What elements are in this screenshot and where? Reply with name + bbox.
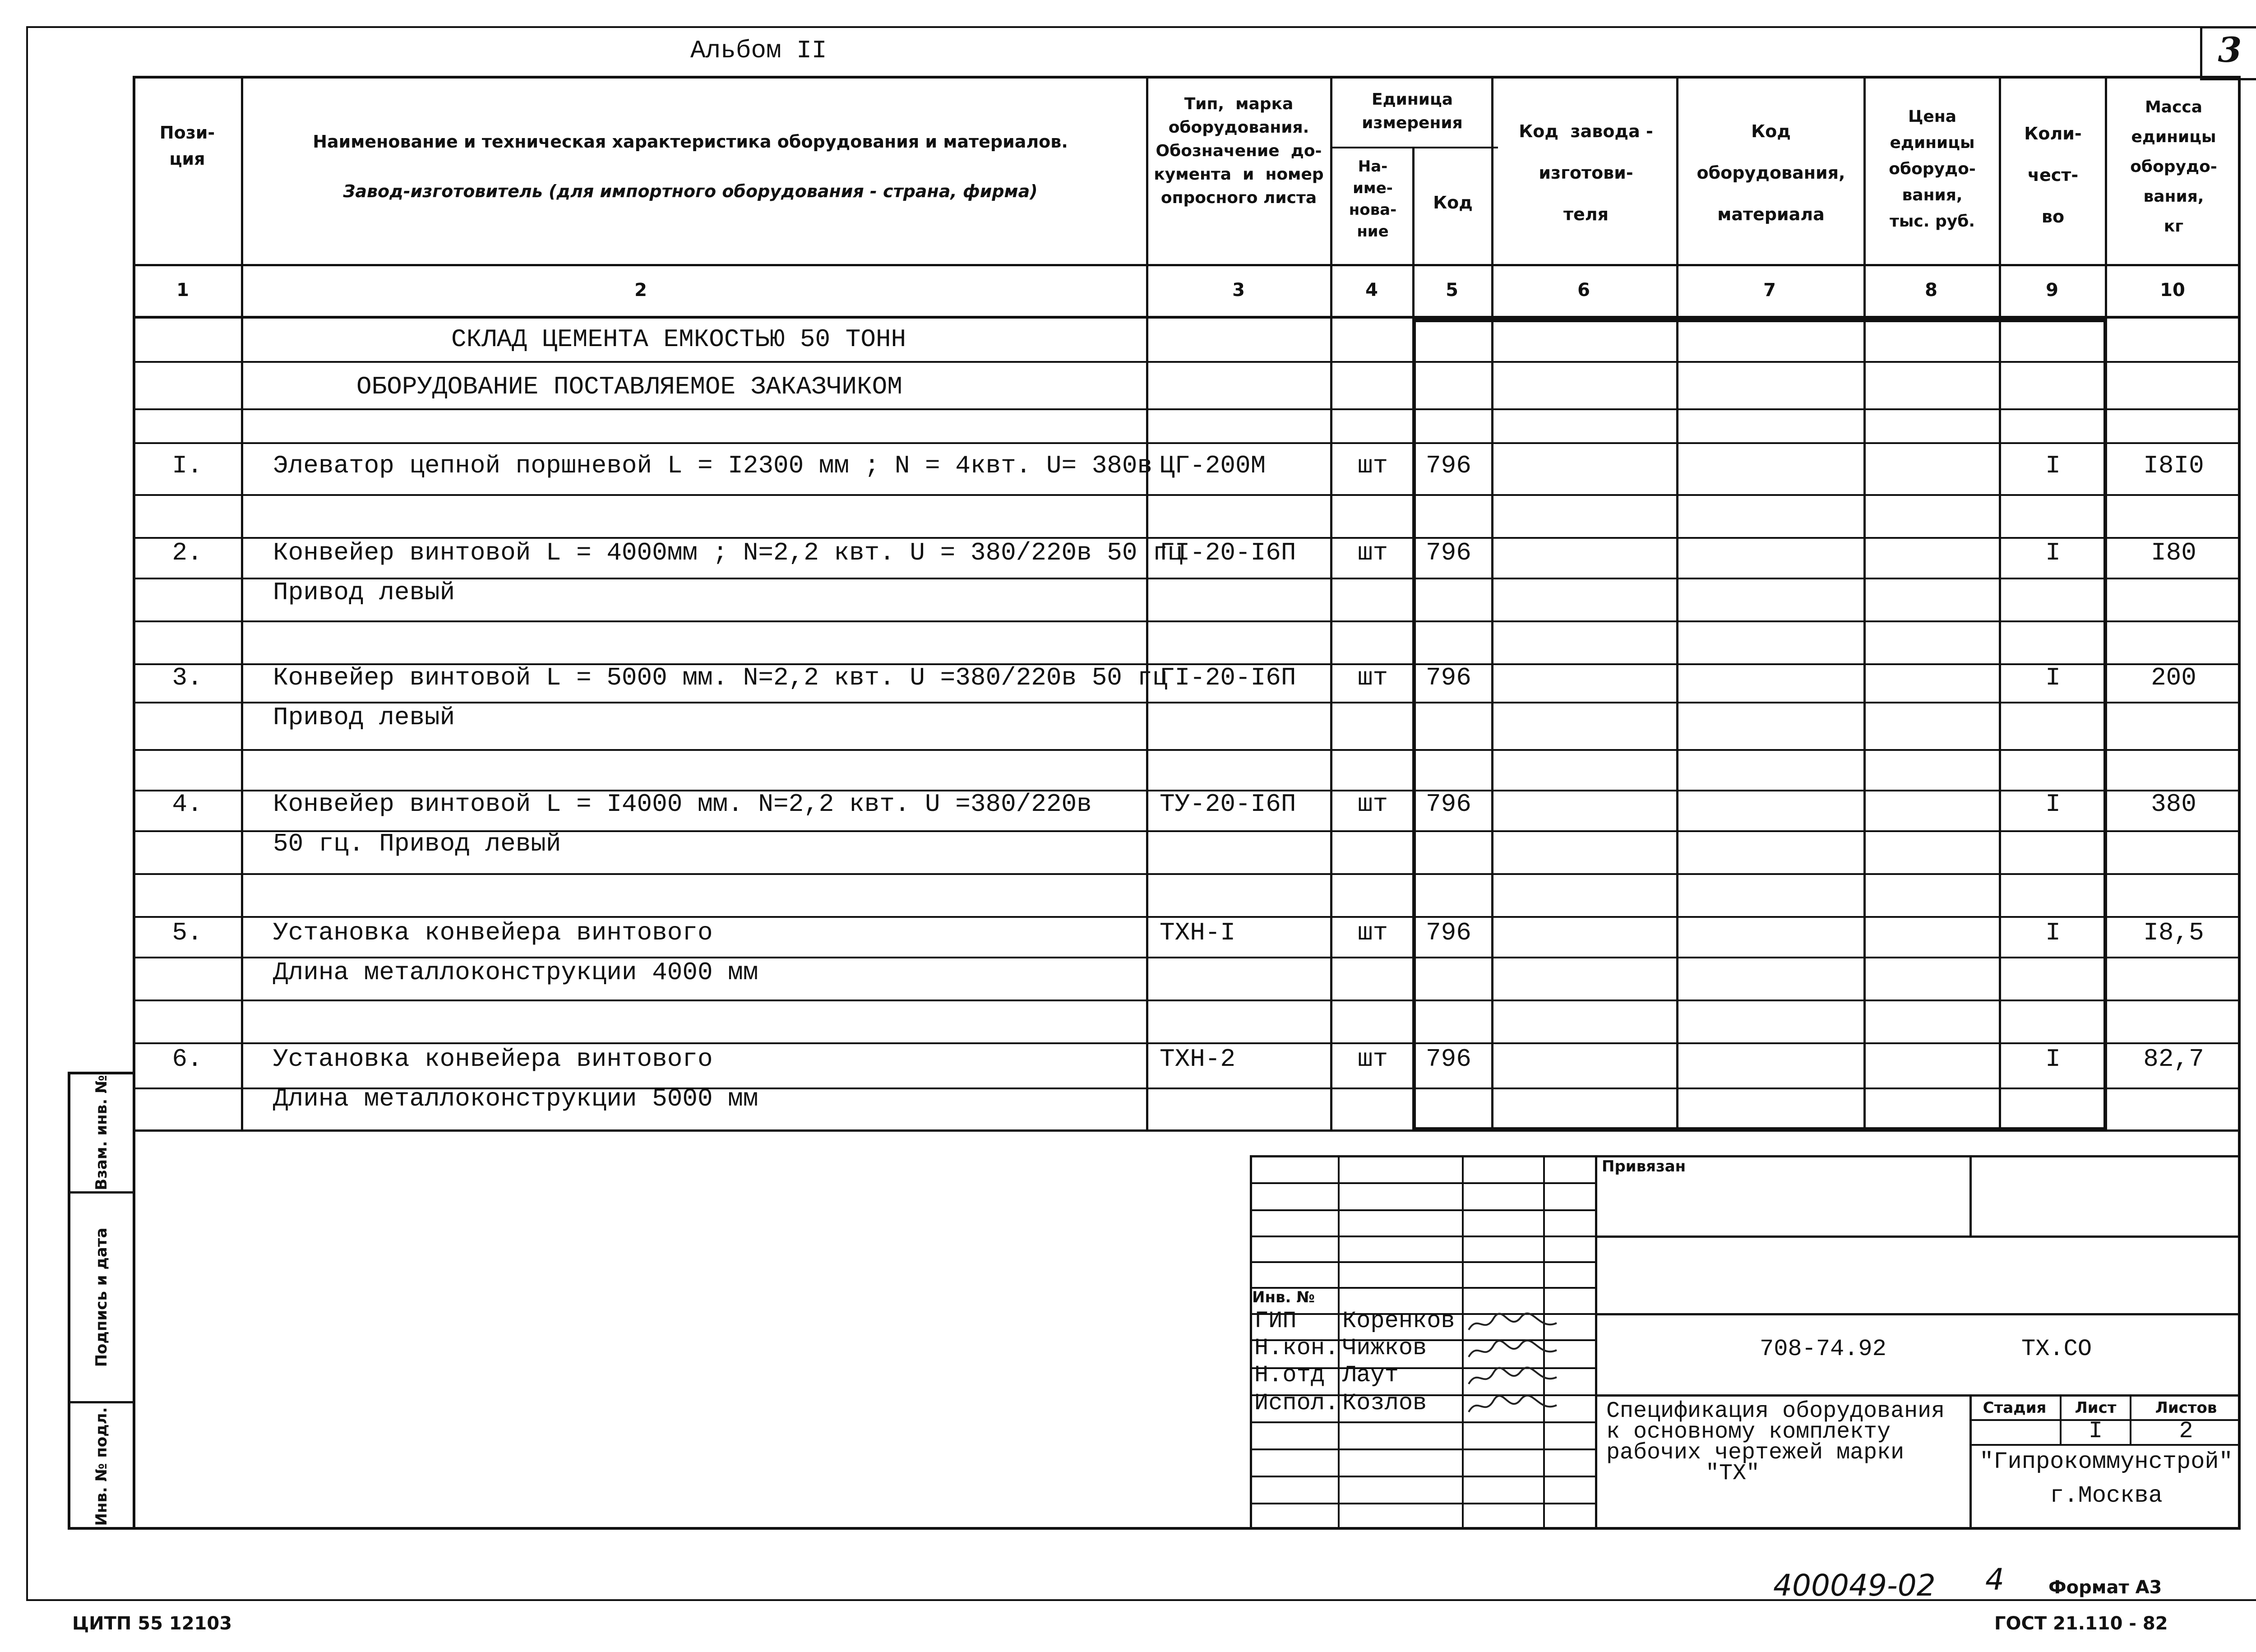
item-mass: 82,7	[2143, 1045, 2204, 1074]
privyazan-label: Привязан	[1602, 1157, 1686, 1175]
handwritten-code: 400049-02	[1773, 1568, 1936, 1603]
role-title: Испол.	[1254, 1390, 1339, 1416]
city: г.Москва	[2050, 1482, 2163, 1509]
column-number: 3	[1232, 280, 1245, 301]
item-type: ТХН-I	[1160, 918, 1236, 947]
format-label: Формат А3	[2048, 1577, 2162, 1598]
header-quantity: Коли- чест- во	[2024, 124, 2082, 227]
item-quantity: I	[2045, 538, 2061, 567]
title-block-line	[1250, 1182, 1595, 1184]
doc-code: ТХ.СО	[2021, 1336, 2092, 1362]
item-name-line2: 50 гц. Привод левый	[273, 829, 561, 858]
item-mass: I8I0	[2143, 451, 2204, 480]
item-position: I.	[172, 451, 203, 480]
header-equipment-code: Код оборудования, материала	[1697, 121, 1845, 224]
signature-scribble	[1466, 1310, 1561, 1337]
item-unit-code: 796	[1426, 663, 1471, 692]
column-number: 5	[1446, 280, 1458, 301]
title-block-line	[1250, 1209, 1595, 1211]
inv-podl-label: Инв. № подл.	[92, 1407, 111, 1526]
header-name-line1: Наименование и техническая характеристика оборудования и материалов.	[313, 132, 1068, 152]
header-mass: Масса единицы оборудо- вания, кг	[2130, 98, 2217, 236]
item-name: Конвейер винтовой L = 4000мм ; N=2,2 квт. U = 380/220в 50 гц	[273, 538, 1183, 567]
item-mass: I8,5	[2143, 918, 2204, 947]
item-name-line2: Длина металлоконструкции 4000 мм	[273, 958, 758, 987]
signature-scribble	[1466, 1364, 1561, 1391]
role-person: Чижков	[1342, 1335, 1427, 1361]
organization: "Гипрокоммунстрой"	[1979, 1448, 2233, 1475]
item-unit-code: 796	[1426, 790, 1471, 819]
item-unit: шт	[1357, 918, 1388, 947]
doc-description-line2: к основному комплекту	[1606, 1419, 1891, 1445]
column-number: 8	[1925, 280, 1937, 301]
item-quantity: I	[2045, 918, 2061, 947]
item-type: ЦГ-200М	[1160, 451, 1266, 480]
signature-scribble	[1466, 1337, 1561, 1364]
item-mass: 200	[2151, 663, 2196, 692]
column-number: 7	[1763, 280, 1776, 301]
item-unit: шт	[1357, 1045, 1388, 1074]
role-title: ГИП	[1254, 1308, 1297, 1334]
doc-description-line4: "ТХ"	[1706, 1461, 1760, 1486]
doc-description-line1: Спецификация оборудования	[1606, 1398, 1945, 1424]
item-name-line2: Длина металлоконструкции 5000 мм	[273, 1084, 758, 1113]
role-person: Лаут	[1342, 1362, 1399, 1388]
item-type: ТХН-2	[1160, 1045, 1236, 1074]
column-number: 4	[1365, 280, 1378, 301]
item-unit-code: 796	[1426, 451, 1471, 480]
title-block-line	[1250, 1503, 1595, 1504]
header-name-line2: Завод-изготовитель (для импортного оборудования - страна, фирма)	[343, 181, 1038, 201]
doc-description	[1606, 1398, 1945, 1486]
header-type: Тип, марка оборудования. Обозначение до- кумента и номер опросного листа	[1154, 95, 1324, 207]
item-type: ГI-20-I6П	[1160, 538, 1296, 567]
sheet-value: I	[2088, 1418, 2103, 1444]
item-name: Элеватор цепной поршневой L = I2300 мм ; N = 4квт. U= 380в	[273, 451, 1153, 480]
header-price: Цена единицы оборудо- вания, тыс. руб.	[1889, 107, 1976, 231]
item-name: Установка конвейера винтового	[273, 918, 713, 947]
inv-no-label: Инв. №	[1252, 1288, 1315, 1306]
header-factory-code: Код завода - изготови- теля	[1519, 121, 1653, 224]
role-person: Коренков	[1342, 1308, 1455, 1334]
item-unit: шт	[1357, 663, 1388, 692]
column-number: 10	[2160, 280, 2185, 301]
column-number: 9	[2046, 280, 2058, 301]
item-mass: I80	[2151, 538, 2196, 567]
item-quantity: I	[2045, 1045, 2061, 1074]
sheet-label: Лист	[2075, 1399, 2117, 1417]
title-block-line	[1250, 1476, 1595, 1477]
item-unit-code: 796	[1426, 538, 1471, 567]
sheets-label: Листов	[2155, 1399, 2217, 1417]
item-unit-code: 796	[1426, 918, 1471, 947]
item-position: 3.	[172, 663, 203, 692]
item-name: Конвейер винтовой L = I4000 мм. N=2,2 квт. U =380/220в	[273, 790, 1092, 819]
item-quantity: I	[2045, 790, 2061, 819]
inner-box	[1412, 319, 2107, 1131]
header-unit-name: На- име- нова- ние	[1349, 157, 1397, 241]
doc-description-line3: рабочих чертежей марки	[1606, 1440, 1905, 1466]
item-name: Конвейер винтовой L = 5000 мм. N=2,2 квт. U =380/220в 50 гц	[273, 663, 1168, 692]
header-unit-code: Код	[1433, 193, 1473, 213]
title-block-line	[1250, 1261, 1595, 1263]
item-unit: шт	[1357, 451, 1388, 480]
item-quantity: I	[2045, 451, 2061, 480]
signature-scribble	[1466, 1392, 1561, 1419]
podpis-data-label: Подпись и дата	[92, 1227, 111, 1367]
sheet-number: 3	[2218, 30, 2242, 70]
item-mass: 380	[2151, 790, 2196, 819]
role-person: Козлов	[1342, 1390, 1427, 1416]
album-label: Альбом II	[690, 36, 827, 65]
item-unit-code: 796	[1426, 1045, 1471, 1074]
stage-label: Стадия	[1983, 1399, 2047, 1417]
item-quantity: I	[2045, 663, 2061, 692]
item-position: 6.	[172, 1045, 203, 1074]
role-title: Н.отд	[1254, 1362, 1325, 1388]
title-block-line	[1250, 1421, 1595, 1423]
title-block-line	[1250, 1448, 1595, 1450]
item-name-line2: Привод левый	[273, 578, 455, 607]
doc-number: 708-74.92	[1760, 1336, 1886, 1362]
header-unit-group: Единица измерения	[1362, 90, 1463, 132]
item-position: 4.	[172, 790, 203, 819]
title-block-line	[1250, 1236, 1595, 1237]
item-position: 2.	[172, 538, 203, 567]
left-code: ЦИТП 55 12103	[72, 1613, 232, 1634]
role-title: Н.кон.	[1254, 1335, 1339, 1361]
column-number: 1	[176, 280, 189, 301]
header-position: Пози- ция	[159, 123, 215, 169]
section-title: СКЛАД ЦЕМЕНТА ЕМКОСТЬЮ 50 ТОНН	[451, 325, 906, 354]
item-name-line2: Привод левый	[273, 703, 455, 732]
item-name: Установка конвейера винтового	[273, 1045, 713, 1074]
item-unit: шт	[1357, 790, 1388, 819]
item-type: ГI-20-I6П	[1160, 663, 1296, 692]
handwritten-page: 4	[1985, 1562, 2004, 1597]
item-unit: шт	[1357, 538, 1388, 567]
item-position: 5.	[172, 918, 203, 947]
section-subtitle: ОБОРУДОВАНИЕ ПОСТАВЛЯЕМОЕ ЗАКАЗЧИКОМ	[356, 372, 902, 401]
sheets-value: 2	[2179, 1418, 2193, 1444]
column-number: 2	[634, 280, 647, 301]
item-type: ТУ-20-I6П	[1160, 790, 1296, 819]
vzam-inv-label: Взам. инв. №	[92, 1075, 111, 1190]
gost-label: ГОСТ 21.110 - 82	[1994, 1613, 2168, 1634]
column-number: 6	[1577, 280, 1590, 301]
